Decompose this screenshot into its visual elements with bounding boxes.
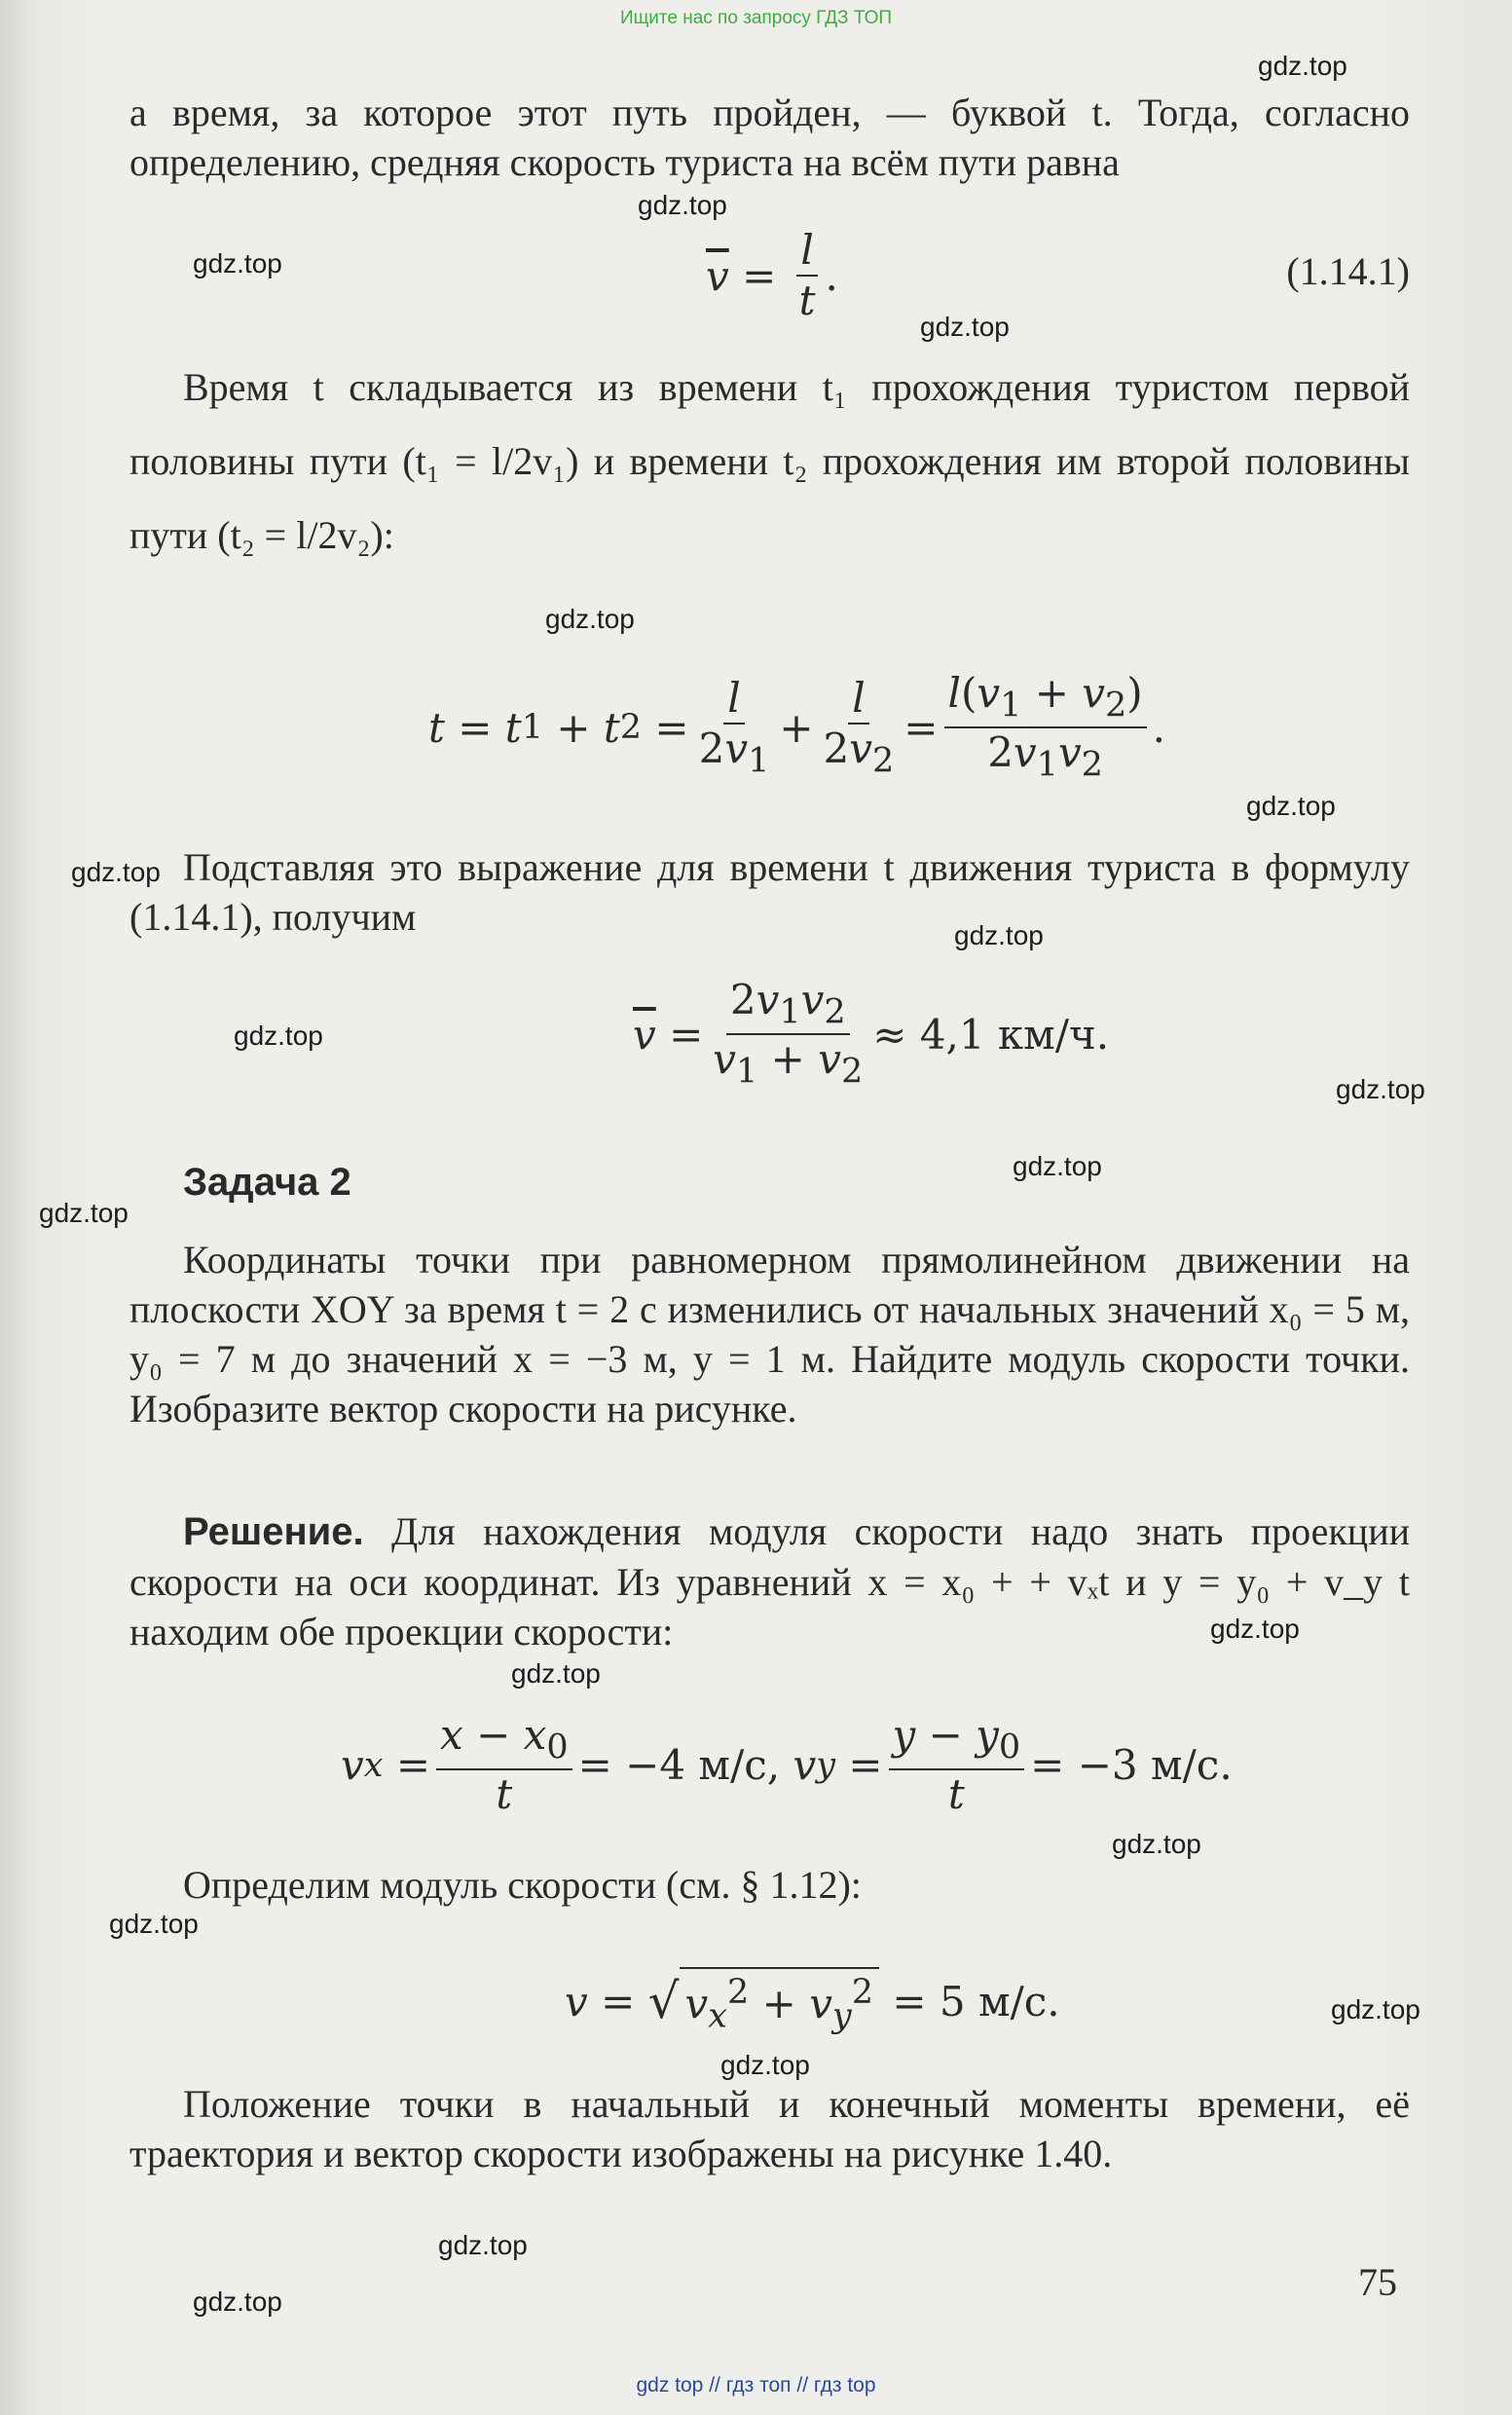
mean-speed-value: ≈ 4,1 км/ч. bbox=[872, 1010, 1110, 1059]
watermark: gdz.top bbox=[1210, 1614, 1300, 1644]
paragraph-1: а время, за которое этот путь пройден, — буквой t. Тогда, согласно определению, средняя скорость туриста на всём пути равна bbox=[129, 91, 1410, 184]
paragraph-4: Координаты точки при равномерном прямолинейном движении на плоскости XOY за время t = 2 с изменились от начальных значений x₀ = 5 м, y₀ = 7 м до значений x = −3 м, y = 1 м. Найдите модуль скорости точки. Изобразите вектор скорости на рисунке. bbox=[129, 1238, 1410, 1430]
watermark: gdz.top bbox=[71, 857, 161, 887]
equation-total-time: t = t 1 + t 2 = $\frac{l}{2v_1}$ + $\frac{l}{2v_2}$ = $\frac{l(v_1 + v_2)}{2v_1v_2}$ . bbox=[428, 669, 1166, 785]
watermark: gdz.top bbox=[234, 1021, 323, 1051]
watermark: gdz.top bbox=[1336, 1074, 1425, 1104]
watermark: gdz.top bbox=[1331, 1994, 1420, 2025]
watermark: gdz.top bbox=[1112, 1829, 1201, 1859]
vx-value: = −4 м/с, bbox=[577, 1741, 781, 1790]
problem-heading: Задача 2 bbox=[183, 1161, 351, 1204]
watermark: gdz.top bbox=[193, 2286, 282, 2317]
watermark: gdz.top bbox=[638, 190, 727, 220]
paragraph-6: Определим модуль скорости (см. § 1.12): bbox=[183, 1863, 862, 1907]
paragraph-3: Подставляя это выражение для времени t движения туриста в формулу (1.14.1), получим bbox=[129, 845, 1410, 939]
watermark: gdz.top bbox=[545, 604, 635, 634]
watermark: gdz.top bbox=[438, 2230, 528, 2260]
vy-value: = −3 м/с. bbox=[1030, 1741, 1233, 1790]
watermark: gdz.top bbox=[511, 1658, 601, 1689]
equation-speed-modulus: v = √ $v_x^2 + v_y^2$ = 5 м/с. bbox=[565, 1967, 1060, 2035]
watermark: gdz.top bbox=[109, 1909, 199, 1939]
watermark: gdz.top bbox=[1013, 1151, 1102, 1181]
watermark: gdz.top bbox=[39, 1198, 129, 1228]
equation-mean-speed-result: $\overline{v}$ = $\frac{2v_1v_2}{v_1 + v_2}$ ≈ 4,1 км/ч. bbox=[633, 976, 1110, 1092]
bottom-banner[interactable]: gdz top // гдз топ // гдз top bbox=[636, 2374, 876, 2396]
equation-velocity-projections: v x = $\frac{x - x_0}{t}$ = −4 м/с, v y = $\frac{y - y_0}{t}$ = −3 м/с. bbox=[341, 1711, 1233, 1819]
top-banner[interactable]: Ищите нас по запросу ГДЗ ТОП bbox=[619, 8, 893, 28]
paragraph-2: Время t складывается из времени t₁ прохождения туристом первой половины пути (t₁ = l/2v₁) и времени t₂ прохождения им второй половины пути (t₂ = l/2v₂): bbox=[129, 365, 1410, 557]
page-number: 75 bbox=[1358, 2260, 1397, 2304]
watermark: gdz.top bbox=[954, 920, 1044, 950]
watermark: gdz.top bbox=[920, 312, 1010, 342]
equation-number: (1.14.1) bbox=[1286, 249, 1410, 293]
solution-text: Для нахождения модуля скорости надо знать проекции скорости на оси координат. Из уравнений x = x₀ + + vₓt и y = y₀ + v_y t находим обе проекции скорости: bbox=[129, 1509, 1411, 1653]
paragraph-7: Положение точки в начальный и конечный моменты времени, её траектория и вектор скорости изображены на рисунке 1.40. bbox=[129, 2082, 1410, 2175]
speed-modulus-value: = 5 м/с. bbox=[892, 1977, 1060, 2025]
watermark: gdz.top bbox=[193, 248, 282, 279]
watermark: gdz.top bbox=[720, 2050, 810, 2080]
watermark: gdz.top bbox=[1246, 791, 1336, 821]
equation-mean-speed-definition: $\overline{v}$ = $\frac{l}{t}$ . bbox=[706, 226, 838, 325]
solution-label: Решение. bbox=[183, 1510, 364, 1553]
watermark: gdz.top bbox=[1258, 51, 1347, 81]
